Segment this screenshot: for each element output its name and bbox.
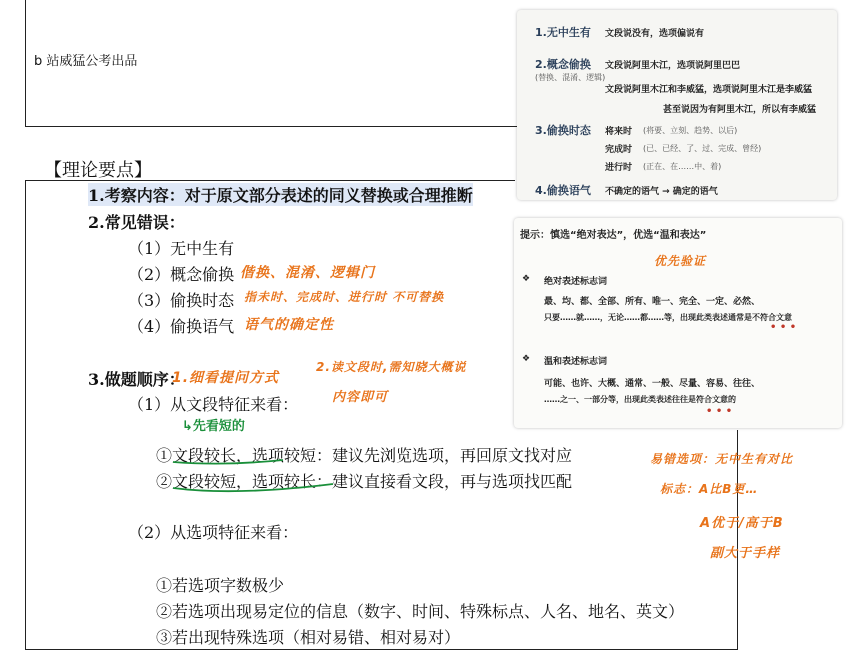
mild-line: ……之一、一部分等，出现此类表述往往是符合文意的 <box>544 395 736 404</box>
handnote-order-1: 1.细看提问方式 <box>172 370 280 386</box>
body-box-bottom-border <box>25 649 737 650</box>
options-item: ①若选项字数极少 <box>156 576 285 595</box>
handnote-tense: 指未时、完成时、进行时 不可替换 <box>244 290 445 304</box>
handnote-right-4: 副大于手样 <box>710 546 781 561</box>
heading-common-errors: 2.常见错误： <box>88 213 185 232</box>
handnote-order-2a: 2.读文段时,需知晓大概说 <box>316 360 467 374</box>
handnote-right-3: A优于/高于B <box>700 516 784 531</box>
card-row-desc: 文段说阿里木江和李威猛，选项说阿里木江是李威猛 <box>605 85 813 95</box>
card-row-small: (正在、在……中、着) <box>643 162 722 171</box>
card-row-small: (已、已经、了、过、完成、曾经) <box>643 144 762 153</box>
paragraph-item: ②文段较短，选项较长：建议直接看文段，再与选项找匹配 <box>156 472 573 491</box>
body-box-left-border <box>25 180 26 650</box>
card-row-label: 3.偷换时态 <box>535 124 591 137</box>
card-row-label: 2.概念偷换 <box>535 58 591 71</box>
red-dots: • • • <box>770 322 797 333</box>
section-title: 【理论要点】 <box>44 160 152 181</box>
card-row-desc: 文段说阿里木江，选项说阿里巴巴 <box>605 61 741 71</box>
handnote-right-2: 标志：A比B更… <box>660 482 759 496</box>
handnote-concept: 偕换、混淆、逻辑门 <box>240 265 375 281</box>
options-item: ③若出现特殊选项（相对易错、相对易对） <box>156 628 461 647</box>
handnote-tip: 优先验证 <box>654 254 707 268</box>
heading-order: 3.做题顺序： <box>88 370 185 389</box>
expression-tips-card <box>514 218 842 428</box>
error-item: （2）概念偷换 <box>128 265 235 284</box>
card-row-sub: (替换、混淆、逻辑) <box>535 73 606 82</box>
heading-exam-content: 1.考察内容：对于原文部分表述的同义替换或合理推断 <box>88 183 473 206</box>
paragraph-item: ①文段较长，选项较短：建议先浏览选项，再回原文找对应 <box>156 446 573 465</box>
bullet-icon: ❖ <box>522 274 531 284</box>
card-row-desc: 完成时 <box>605 145 633 155</box>
bullet-icon: ❖ <box>522 354 531 364</box>
card-row-label: 4.偷换语气 <box>535 184 591 197</box>
options-item: ②若选项出现易定位的信息（数字、时间、特殊标点、人名、地名、英文） <box>156 602 685 621</box>
mild-line: 可能、也许、大概、通常、一般、尽量、容易、往往、 <box>544 379 761 389</box>
red-dots: • • • <box>706 406 733 417</box>
error-types-card <box>517 10 837 200</box>
handnote-tone: 语气的确定性 <box>244 317 334 333</box>
absolute-line: 最、均、都、全部、所有、唯一、完全、一定、必然、 <box>544 297 761 307</box>
top-box-bottom-border <box>25 126 520 127</box>
handnote-right-1: 易错选项：无中生有对比 <box>650 452 794 466</box>
card-row-small: (将要、立刻、趋势、以后) <box>643 126 738 135</box>
error-item: （4）偷换语气 <box>128 317 235 336</box>
top-box-left-border <box>25 0 26 127</box>
card-row-label: 1.无中生有 <box>535 26 591 39</box>
absolute-title: 绝对表述标志词 <box>544 277 608 287</box>
watermark: b 站威猛公考出品 <box>34 54 138 69</box>
card-row-desc: 将来时 <box>605 127 633 137</box>
tip-heading: 提示：慎选“绝对表达”，优选“温和表达” <box>520 230 707 241</box>
card-row-desc: 甚至说因为有阿里木江，所以有李威猛 <box>663 105 817 115</box>
card-row-desc: 不确定的语气 → 确定的语气 <box>605 187 718 197</box>
sub-heading-paragraph: （1）从文段特征来看： <box>128 395 299 414</box>
handnote-arrow: ↳先看短的 <box>182 419 245 434</box>
card-row-desc: 文段说没有，选项偏说有 <box>605 29 705 39</box>
error-item: （1）无中生有 <box>128 239 235 258</box>
sub-heading-options: （2）从选项特征来看： <box>128 523 299 542</box>
card-row-desc: 进行时 <box>605 163 633 173</box>
handnote-order-2b: 内容即可 <box>332 390 389 405</box>
mild-title: 温和表述标志词 <box>544 357 608 367</box>
error-item: （3）偷换时态 <box>128 291 235 310</box>
absolute-line: 只要……就……，无论……都……等，出现此类表述通常是不符合文意 <box>544 313 792 322</box>
green-underline <box>165 450 365 510</box>
